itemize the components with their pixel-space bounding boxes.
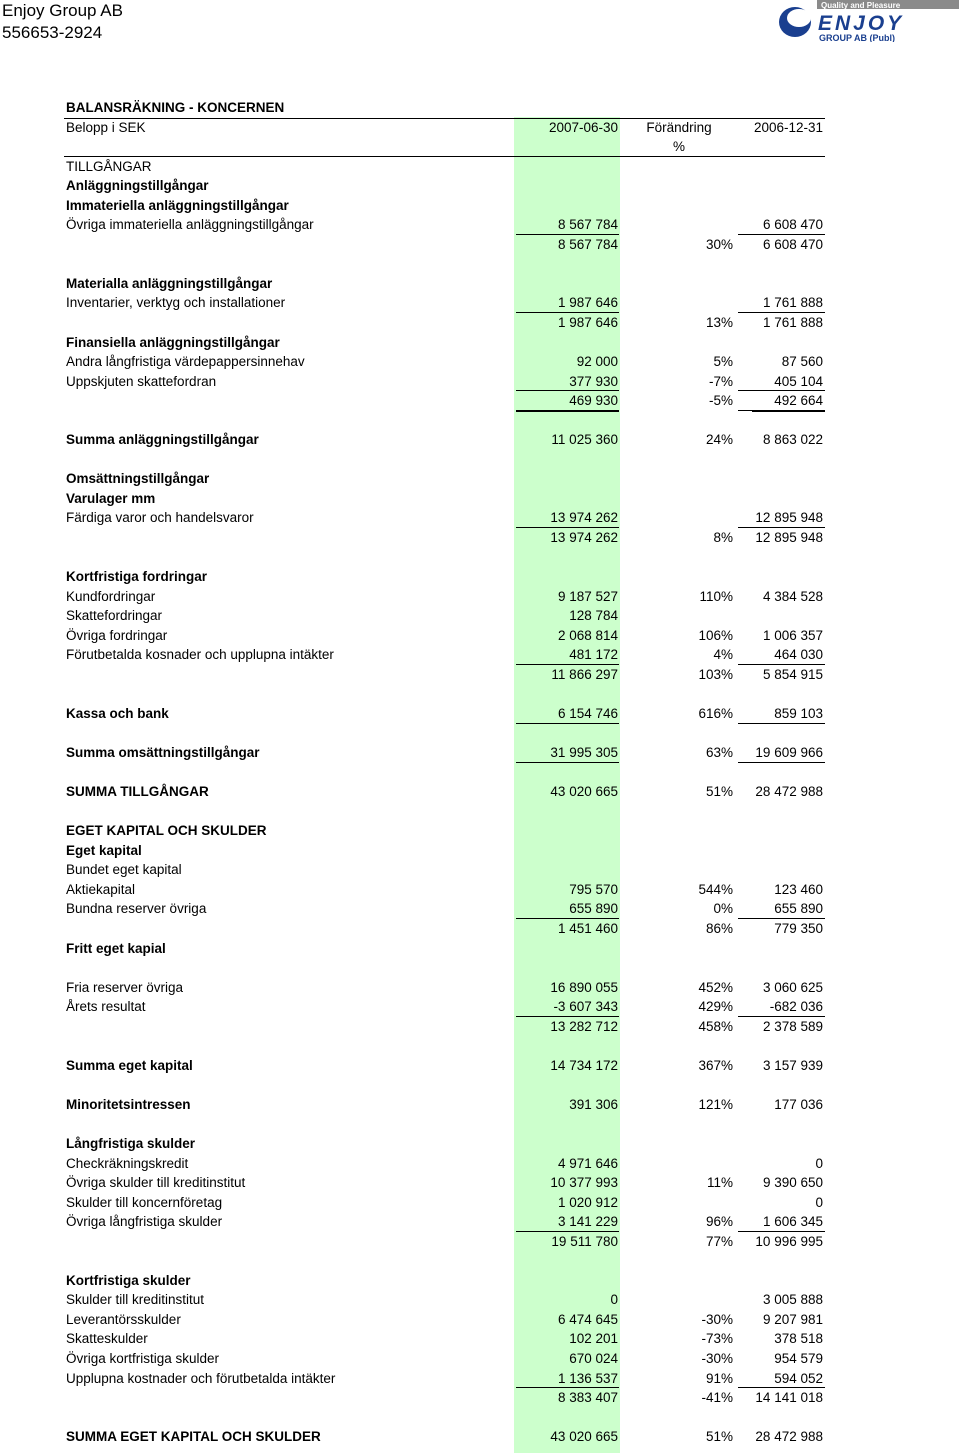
row-label: Skulder till koncernföretag bbox=[66, 1194, 223, 1210]
value-2007-06-30: 655 890 bbox=[569, 901, 618, 917]
sum-rule-col3 bbox=[752, 411, 825, 412]
row-label: Årets resultat bbox=[66, 999, 146, 1015]
value-2007-06-30: 391 306 bbox=[569, 1096, 618, 1112]
value-change-pct: 91% bbox=[705, 1370, 733, 1386]
value-2006-12-31: 1 761 888 bbox=[762, 295, 823, 311]
value-change-pct: 8% bbox=[713, 530, 733, 546]
value-change-pct: 51% bbox=[705, 784, 733, 800]
value-2007-06-30: 2 068 814 bbox=[557, 627, 618, 643]
value-change-pct: 429% bbox=[698, 999, 733, 1015]
table-row bbox=[0, 215, 960, 235]
table-row bbox=[0, 333, 960, 353]
value-2006-12-31: 3 060 625 bbox=[762, 979, 823, 995]
table-header-row2 bbox=[0, 137, 960, 157]
row-label: Eget kapital bbox=[66, 842, 142, 858]
table-row bbox=[0, 1154, 960, 1174]
row-label: Upplupna kostnader och förutbetalda intäkter bbox=[66, 1370, 336, 1386]
sum-rule-col1 bbox=[516, 411, 619, 412]
value-2006-12-31: 1 006 357 bbox=[762, 627, 823, 643]
table-row bbox=[0, 1290, 960, 1310]
value-change-pct: 13% bbox=[705, 315, 733, 331]
table-row bbox=[0, 724, 960, 744]
value-2006-12-31: 954 579 bbox=[774, 1351, 823, 1366]
value-change-pct: 5% bbox=[713, 354, 733, 370]
row-label: SUMMA TILLGÅNGAR bbox=[66, 784, 209, 800]
table-row bbox=[0, 157, 960, 177]
table-row bbox=[0, 1251, 960, 1271]
value-2007-06-30: 6 474 645 bbox=[557, 1311, 618, 1327]
value-change-pct: 51% bbox=[705, 1429, 733, 1445]
table-row bbox=[0, 587, 960, 607]
value-2007-06-30: 11 866 297 bbox=[551, 666, 618, 682]
balance-sheet-table bbox=[0, 98, 960, 1447]
table-row bbox=[0, 743, 960, 763]
table-row bbox=[0, 235, 960, 255]
header-col2: Förändring bbox=[646, 119, 712, 135]
value-2007-06-30: 10 377 993 bbox=[550, 1175, 618, 1191]
value-change-pct: -30% bbox=[701, 1311, 733, 1327]
table-row bbox=[0, 469, 960, 489]
row-label: SUMMA EGET KAPITAL OCH SKULDER bbox=[66, 1429, 321, 1445]
logo-brand: ENJOY bbox=[818, 12, 905, 35]
table-row bbox=[0, 939, 960, 959]
table-row bbox=[0, 1427, 960, 1447]
value-change-pct: 121% bbox=[698, 1096, 733, 1112]
row-label: Kortfristiga fordringar bbox=[66, 569, 208, 585]
row-label: Inventarier, verktyg och installationer bbox=[66, 295, 286, 311]
value-2007-06-30: 31 995 305 bbox=[550, 745, 618, 761]
table-row bbox=[0, 1349, 960, 1369]
value-2006-12-31: 3 005 888 bbox=[762, 1292, 823, 1308]
value-change-pct: -73% bbox=[701, 1331, 733, 1347]
table-row bbox=[0, 196, 960, 216]
row-label: Kassa och bank bbox=[66, 705, 169, 721]
logo-swoosh-inner bbox=[787, 9, 811, 27]
table-row bbox=[0, 313, 960, 333]
value-change-pct: 0% bbox=[713, 901, 733, 917]
value-2006-12-31: 779 350 bbox=[774, 920, 823, 936]
value-change-pct: -7% bbox=[708, 373, 733, 389]
value-2007-06-30: 469 930 bbox=[569, 393, 618, 409]
value-2006-12-31: 12 895 948 bbox=[755, 510, 823, 526]
table-row bbox=[0, 1173, 960, 1193]
table-row bbox=[0, 1095, 960, 1115]
table-row bbox=[0, 645, 960, 665]
table-row bbox=[0, 763, 960, 783]
enjoy-logo bbox=[775, 0, 960, 42]
value-2007-06-30: 1 136 537 bbox=[557, 1370, 618, 1386]
table-row bbox=[0, 1310, 960, 1330]
value-2007-06-30: 670 024 bbox=[569, 1351, 618, 1366]
value-change-pct: -5% bbox=[708, 393, 733, 409]
row-label: Summa omsättningstillgångar bbox=[66, 745, 260, 761]
value-2007-06-30: 377 930 bbox=[569, 373, 618, 389]
value-2006-12-31: 464 030 bbox=[774, 647, 823, 663]
value-2007-06-30: 102 201 bbox=[569, 1331, 618, 1347]
value-2006-12-31: 87 560 bbox=[781, 354, 823, 370]
table-row bbox=[0, 1369, 960, 1389]
row-label: Långfristiga skulder bbox=[66, 1135, 196, 1151]
table-header-row bbox=[0, 118, 960, 138]
row-label: Skattefordringar bbox=[66, 608, 163, 624]
table-row bbox=[0, 958, 960, 978]
row-label: Summa eget kapital bbox=[66, 1057, 193, 1073]
row-label: Övriga fordringar bbox=[66, 627, 168, 643]
header-col1: 2007-06-30 bbox=[548, 119, 618, 135]
row-label: Förutbetalda kosnader och upplupna intäkter bbox=[66, 647, 334, 663]
value-2007-06-30: 1 451 460 bbox=[557, 920, 618, 936]
value-2007-06-30: 43 020 665 bbox=[550, 784, 618, 800]
value-2007-06-30: 13 974 262 bbox=[550, 530, 618, 546]
table-row bbox=[0, 821, 960, 841]
header-top-rule bbox=[64, 118, 825, 119]
value-2007-06-30: 795 570 bbox=[569, 881, 618, 897]
table-row bbox=[0, 1329, 960, 1349]
value-2006-12-31: 4 384 528 bbox=[762, 588, 823, 604]
table-row bbox=[0, 997, 960, 1017]
table-row bbox=[0, 372, 960, 392]
row-label: Övriga immateriella anläggningstillgångar bbox=[66, 217, 314, 233]
table-row bbox=[0, 860, 960, 880]
value-2007-06-30: -3 607 343 bbox=[553, 999, 618, 1015]
table-row bbox=[0, 899, 960, 919]
value-2006-12-31: 3 157 939 bbox=[762, 1057, 823, 1073]
value-2006-12-31: 378 518 bbox=[774, 1331, 823, 1347]
value-2006-12-31: 594 052 bbox=[774, 1370, 823, 1386]
value-2007-06-30: 8 567 784 bbox=[557, 236, 618, 252]
value-2007-06-30: 8 383 407 bbox=[557, 1390, 618, 1406]
row-label: Summa anläggningstillgångar bbox=[66, 432, 259, 448]
row-label: Varulager mm bbox=[66, 490, 156, 506]
value-2006-12-31: 14 141 018 bbox=[755, 1390, 823, 1406]
table-row bbox=[0, 978, 960, 998]
table-row bbox=[0, 293, 960, 313]
value-change-pct: 86% bbox=[705, 920, 733, 936]
value-2006-12-31: 0 bbox=[815, 1155, 823, 1171]
table-row bbox=[0, 1388, 960, 1408]
value-2006-12-31: 9 207 981 bbox=[762, 1311, 823, 1327]
table-row bbox=[0, 626, 960, 646]
row-label: Fria reserver övriga bbox=[66, 979, 184, 995]
value-change-pct: 11% bbox=[706, 1175, 733, 1191]
table-row bbox=[0, 1056, 960, 1076]
value-2006-12-31: 8 863 022 bbox=[762, 432, 823, 448]
table-row bbox=[0, 391, 960, 411]
table-row bbox=[0, 1017, 960, 1037]
company-header bbox=[2, 0, 123, 44]
value-2006-12-31: 1 606 345 bbox=[762, 1214, 823, 1230]
value-2006-12-31: 19 609 966 bbox=[755, 745, 823, 761]
value-2006-12-31: 859 103 bbox=[774, 705, 823, 721]
row-label: Bundet eget kapital bbox=[66, 862, 182, 878]
table-row bbox=[0, 1212, 960, 1232]
value-change-pct: 96% bbox=[705, 1214, 733, 1230]
table-row bbox=[0, 450, 960, 470]
row-label: Immateriella anläggningstillgångar bbox=[66, 197, 289, 213]
table-title-row bbox=[0, 98, 960, 118]
header-col3: 2006-12-31 bbox=[753, 119, 823, 135]
value-2006-12-31: 655 890 bbox=[774, 901, 823, 917]
table-row bbox=[0, 1134, 960, 1154]
value-change-pct: 24% bbox=[705, 432, 733, 448]
table-row bbox=[0, 411, 960, 431]
value-2007-06-30: 3 141 229 bbox=[557, 1214, 618, 1230]
table-row bbox=[0, 841, 960, 861]
table-row bbox=[0, 1036, 960, 1056]
value-change-pct: 458% bbox=[698, 1018, 733, 1034]
value-2007-06-30: 16 890 055 bbox=[550, 979, 618, 995]
row-label: Anläggningstillgångar bbox=[66, 178, 209, 194]
value-change-pct: 77% bbox=[705, 1233, 733, 1249]
row-label: Andra långfristiga värdepappersinnehav bbox=[66, 354, 305, 370]
row-label: EGET KAPITAL OCH SKULDER bbox=[66, 823, 267, 839]
logo-sub: GROUP AB (Publ) bbox=[819, 33, 895, 42]
table-row bbox=[0, 528, 960, 548]
row-label: Materialla anläggningstillgångar bbox=[66, 275, 273, 291]
row-label: Skulder till kreditinstitut bbox=[66, 1292, 205, 1308]
value-2007-06-30: 4 971 646 bbox=[557, 1155, 618, 1171]
row-label: Bundna reserver övriga bbox=[66, 901, 207, 917]
value-2006-12-31: 492 664 bbox=[774, 393, 823, 409]
table-row bbox=[0, 606, 960, 626]
row-label: Färdiga varor och handelsvaror bbox=[66, 510, 254, 526]
value-2007-06-30: 1 987 646 bbox=[557, 295, 618, 311]
value-2006-12-31: -682 036 bbox=[769, 999, 823, 1015]
value-change-pct: -30% bbox=[701, 1351, 733, 1366]
value-2007-06-30: 11 025 360 bbox=[551, 432, 618, 448]
value-2007-06-30: 481 172 bbox=[569, 647, 618, 663]
header-col2-unit: % bbox=[672, 139, 685, 155]
table-row bbox=[0, 802, 960, 822]
table-row bbox=[0, 508, 960, 528]
value-2006-12-31: 405 104 bbox=[774, 373, 823, 389]
table-row bbox=[0, 782, 960, 802]
row-label: Uppskjuten skattefordran bbox=[66, 373, 217, 389]
table-row bbox=[0, 1408, 960, 1428]
value-2007-06-30: 0 bbox=[610, 1292, 618, 1308]
table-row bbox=[0, 274, 960, 294]
value-change-pct: 4% bbox=[713, 647, 733, 663]
value-change-pct: 367% bbox=[698, 1057, 733, 1073]
value-change-pct: 110% bbox=[699, 588, 733, 604]
company-name: Enjoy Group AB bbox=[2, 1, 123, 20]
row-label: Fritt eget kapial bbox=[66, 940, 166, 956]
value-change-pct: 616% bbox=[698, 705, 733, 721]
table-row bbox=[0, 176, 960, 196]
row-label: Övriga skulder till kreditinstitut bbox=[66, 1175, 246, 1191]
value-2007-06-30: 19 511 780 bbox=[551, 1233, 618, 1249]
row-label: Aktiekapital bbox=[66, 881, 136, 897]
row-label: Övriga kortfristiga skulder bbox=[66, 1351, 220, 1366]
value-2006-12-31: 0 bbox=[815, 1194, 823, 1210]
value-2007-06-30: 14 734 172 bbox=[550, 1057, 618, 1073]
row-label: Kortfristiga skulder bbox=[66, 1272, 191, 1288]
value-2007-06-30: 6 154 746 bbox=[557, 705, 618, 721]
row-label: Omsättningstillgångar bbox=[66, 471, 210, 487]
value-2007-06-30: 92 000 bbox=[576, 354, 618, 370]
value-2007-06-30: 1 987 646 bbox=[557, 315, 618, 331]
value-change-pct: 63% bbox=[705, 745, 733, 761]
value-change-pct: 30% bbox=[705, 236, 733, 252]
value-2007-06-30: 43 020 665 bbox=[550, 1429, 618, 1445]
enjoy-logo-mark bbox=[775, 0, 960, 42]
row-label: Kundfordringar bbox=[66, 588, 156, 604]
value-2007-06-30: 9 187 527 bbox=[557, 588, 618, 604]
row-label: Leverantörsskulder bbox=[66, 1311, 181, 1327]
value-2006-12-31: 12 895 948 bbox=[755, 530, 823, 546]
table-row bbox=[0, 880, 960, 900]
value-change-pct: -41% bbox=[701, 1390, 733, 1406]
header-label: Belopp i SEK bbox=[66, 119, 146, 135]
table-row bbox=[0, 489, 960, 509]
value-2006-12-31: 9 390 650 bbox=[762, 1175, 823, 1191]
table-row bbox=[0, 1232, 960, 1252]
value-2006-12-31: 1 761 888 bbox=[762, 315, 823, 331]
logo-tagline: Quality and Pleasure bbox=[821, 1, 901, 10]
value-2007-06-30: 8 567 784 bbox=[557, 217, 618, 233]
company-orgnr: 556653-2924 bbox=[2, 23, 103, 42]
table-row bbox=[0, 352, 960, 372]
value-change-pct: 103% bbox=[698, 666, 733, 682]
value-2006-12-31: 6 608 470 bbox=[762, 217, 823, 233]
table-row bbox=[0, 1114, 960, 1134]
value-2006-12-31: 28 472 988 bbox=[755, 1429, 823, 1445]
table-row bbox=[0, 919, 960, 939]
table-row bbox=[0, 548, 960, 568]
table-row bbox=[0, 254, 960, 274]
table-row bbox=[0, 1193, 960, 1213]
row-label: Skatteskulder bbox=[66, 1331, 148, 1347]
value-2006-12-31: 10 996 995 bbox=[755, 1233, 823, 1249]
value-2006-12-31: 177 036 bbox=[774, 1096, 823, 1112]
value-2007-06-30: 128 784 bbox=[569, 608, 618, 624]
table-row bbox=[0, 1075, 960, 1095]
table-row bbox=[0, 430, 960, 450]
value-2007-06-30: 13 282 712 bbox=[550, 1018, 618, 1034]
row-label: Minoritetsintressen bbox=[66, 1096, 191, 1112]
value-change-pct: 544% bbox=[698, 881, 733, 897]
value-2006-12-31: 2 378 589 bbox=[762, 1018, 823, 1034]
value-change-pct: 452% bbox=[698, 979, 733, 995]
table-row bbox=[0, 567, 960, 587]
value-2007-06-30: 13 974 262 bbox=[550, 510, 618, 526]
row-label: Övriga långfristiga skulder bbox=[66, 1214, 223, 1230]
value-2007-06-30: 1 020 912 bbox=[557, 1194, 618, 1210]
value-change-pct: 106% bbox=[698, 627, 733, 643]
value-2006-12-31: 6 608 470 bbox=[762, 236, 823, 252]
table-row bbox=[0, 704, 960, 724]
table-title: BALANSRÄKNING - KONCERNEN bbox=[66, 100, 285, 115]
row-label: Finansiella anläggningstillgångar bbox=[66, 334, 280, 350]
row-label: Checkräkningskredit bbox=[66, 1155, 189, 1171]
row-label: TILLGÅNGAR bbox=[66, 158, 152, 174]
value-2006-12-31: 28 472 988 bbox=[755, 784, 823, 800]
value-2006-12-31: 123 460 bbox=[774, 881, 823, 897]
value-2006-12-31: 5 854 915 bbox=[762, 666, 823, 682]
table-row bbox=[0, 684, 960, 704]
table-row bbox=[0, 1271, 960, 1291]
table-row bbox=[0, 665, 960, 685]
